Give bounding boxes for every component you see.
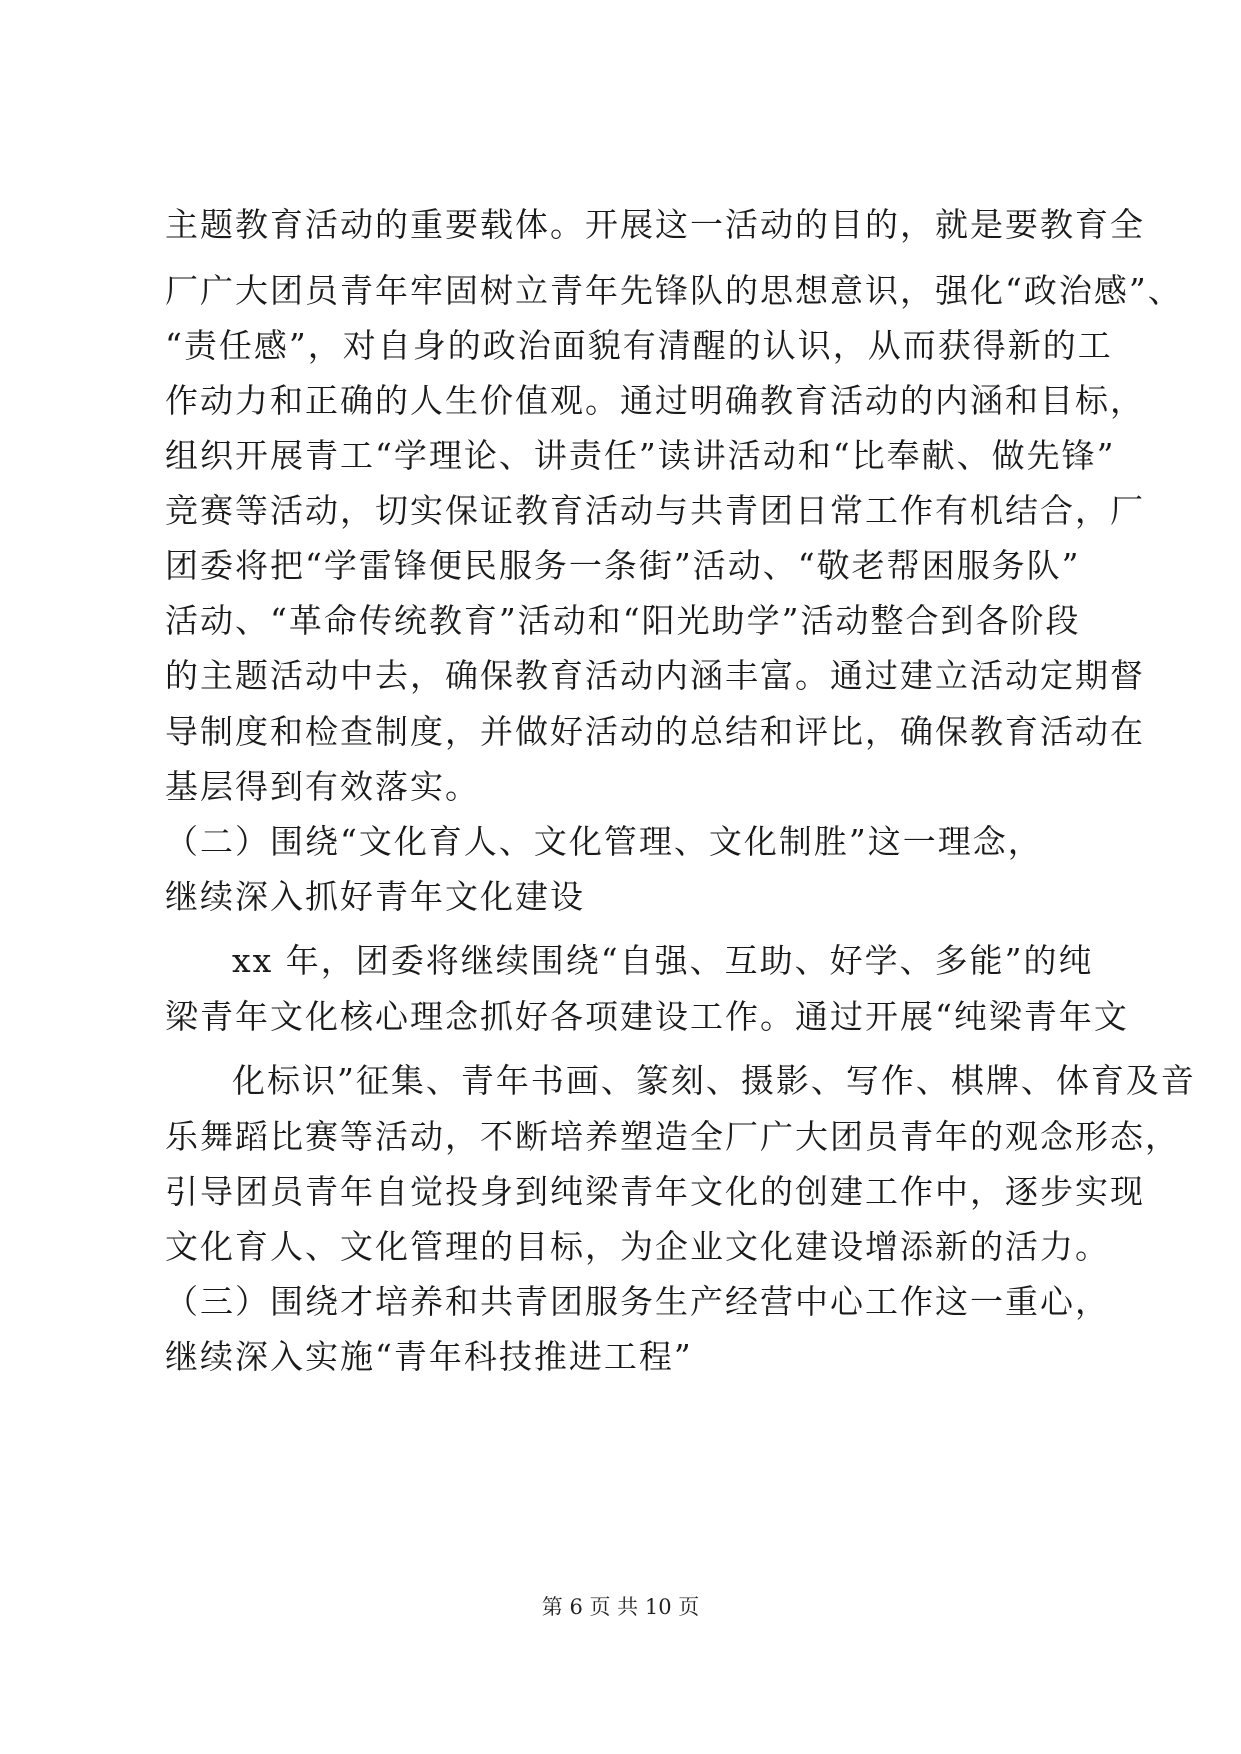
body-line-18: （三）围绕才培养和共青团服务生产经营中心工作这一重心， — [165, 1282, 1110, 1321]
body-line-17: 文化育人、文化管理的目标，为企业文化建设增添新的活力。 — [165, 1227, 1110, 1266]
body-line-13: 继续深入抓好青年文化建设 — [165, 877, 585, 916]
body-line-19: 继续深入实施“青年科技推进工程” — [165, 1337, 693, 1376]
body-line-5: 组织开展青工“学理论、讲责任”读讲活动和“比奉献、做先锋” — [165, 436, 1116, 475]
body-line-4: 作动力和正确的人生价值观。通过明确教育活动的内涵和目标， — [165, 381, 1145, 420]
body-line-11: 基层得到有效落实。 — [165, 767, 480, 806]
body-line-12: （二）围绕“文化育人、文化管理、文化制胜”这一理念， — [165, 822, 1043, 861]
body-line-8: 活动、“革命传统教育”活动和“阳光助学”活动整合到各阶段 — [165, 601, 1081, 640]
body-line-6: 竞赛等活动，切实保证教育活动与共青团日常工作有机结合，厂 — [165, 491, 1145, 530]
body-line-3: “责任感”，对自身的政治面貌有清醒的认识，从而获得新的工 — [165, 326, 1113, 365]
body-line-15: 乐舞蹈比赛等活动，不断培养塑造全厂广大团员青年的观念形态， — [165, 1117, 1180, 1156]
heading-line-2-a: xx 年，团委将继续围绕“自强、互助、好学、多能”的纯 — [232, 941, 1094, 980]
page-number-footer: 第 6 页 共 10 页 — [541, 1595, 700, 1619]
body-line-16: 引导团员青年自觉投身到纯梁青年文化的创建工作中，逐步实现 — [165, 1172, 1145, 1211]
body-line-1: 主题教育活动的重要载体。开展这一活动的目的，就是要教育全 — [165, 205, 1145, 244]
body-line-7: 团委将把“学雷锋便民服务一条街”活动、“敬老帮困服务队” — [165, 546, 1081, 585]
body-line-2: 厂广大团员青年牢固树立青年先锋队的思想意识，强化“政治感”、 — [165, 271, 1183, 310]
body-line-10: 导制度和检查制度，并做好活动的总结和评比，确保教育活动在 — [165, 712, 1145, 751]
body-line-14: 化标识”征集、青年书画、篆刻、摄影、写作、棋牌、体育及音 — [232, 1061, 1196, 1100]
heading-line-2-b: 梁青年文化核心理念抓好各项建设工作。通过开展“纯梁青年文 — [165, 997, 1129, 1036]
body-line-9: 的主题活动中去，确保教育活动内涵丰富。通过建立活动定期督 — [165, 656, 1145, 695]
